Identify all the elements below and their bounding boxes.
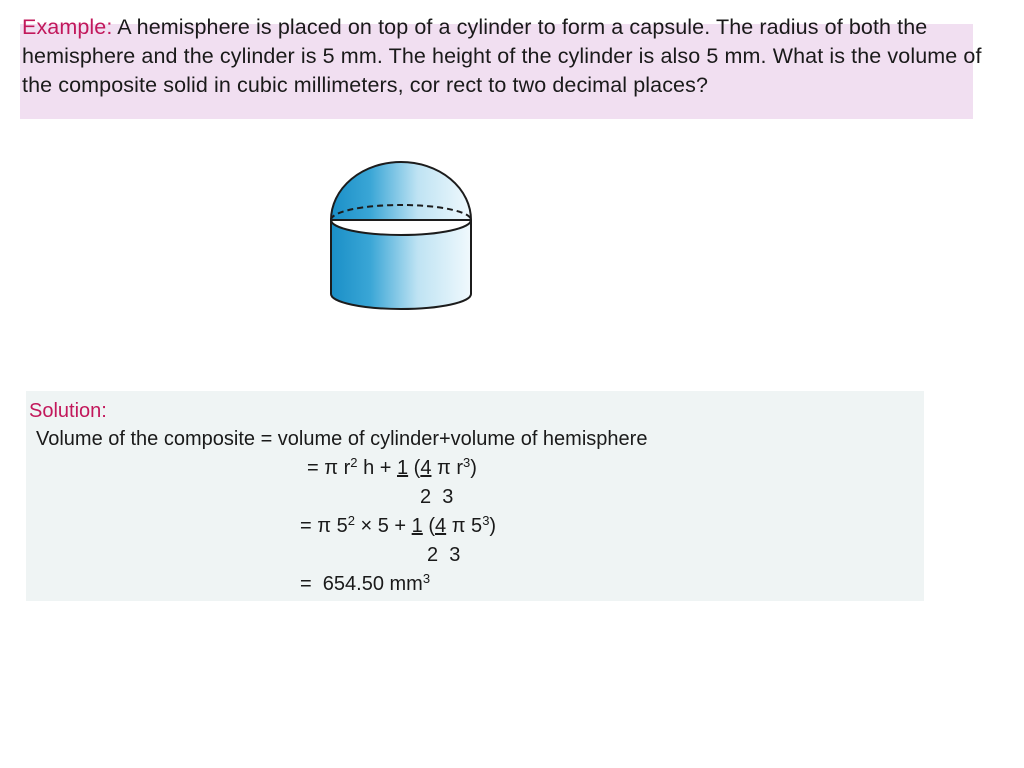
substituted-denominators: 2 3 — [427, 544, 461, 566]
answer-line — [300, 572, 430, 596]
sub-paren-open: ( — [422, 515, 436, 537]
solution-heading: Solution: — [29, 400, 107, 422]
problem-statement — [22, 13, 982, 100]
solution-definition: Volume of the composite = volume of cylinder+volume of hemisphere — [36, 428, 648, 450]
answer-exponent: 3 — [422, 571, 431, 586]
sub-numerator-four: 4 — [435, 515, 447, 537]
sub-eq: = π 5 — [300, 515, 348, 537]
formula-numerator-one: 1 — [397, 457, 409, 479]
formula-eq: = — [307, 457, 325, 479]
formula-pi-r: π r — [431, 457, 464, 479]
formula-denominators: 2 3 — [420, 486, 454, 508]
formula-r3-exponent: 3 — [463, 455, 471, 470]
formula-r: r — [338, 457, 351, 479]
formula-r-exponent: 2 — [350, 455, 358, 470]
formula-paren-open: ( — [408, 457, 421, 479]
formula-pi: π — [324, 457, 339, 479]
formula-h-plus: h + — [357, 457, 397, 479]
sub-exponent: 2 — [347, 513, 355, 528]
capsule-figure — [326, 160, 476, 312]
sub-numerator-one: 1 — [411, 515, 423, 537]
sub-pi5: π 5 — [446, 515, 483, 537]
formula-numerator-four: 4 — [420, 457, 432, 479]
sub-times: × 5 + — [354, 515, 412, 537]
example-label: Example: — [22, 15, 113, 39]
hemisphere-shape — [331, 162, 471, 220]
problem-text: A hemisphere is placed on top of a cylinder to form a capsule. The radius of both the hemisphere and the cylinder is 5 mm. The height of the cylinder is also 5 mm. What is the volume of the composite solid in cubic millimeters, cor rect to two decimal places? — [22, 15, 982, 97]
sub-exponent-3: 3 — [482, 513, 490, 528]
cylinder-shape — [331, 220, 471, 309]
formula-paren-close: ) — [470, 457, 477, 479]
substituted-line — [300, 514, 496, 538]
answer-text: = 654.50 mm — [300, 573, 423, 595]
solution-box — [26, 391, 924, 601]
sub-paren-close: ) — [489, 515, 497, 537]
formula-line — [307, 456, 477, 480]
